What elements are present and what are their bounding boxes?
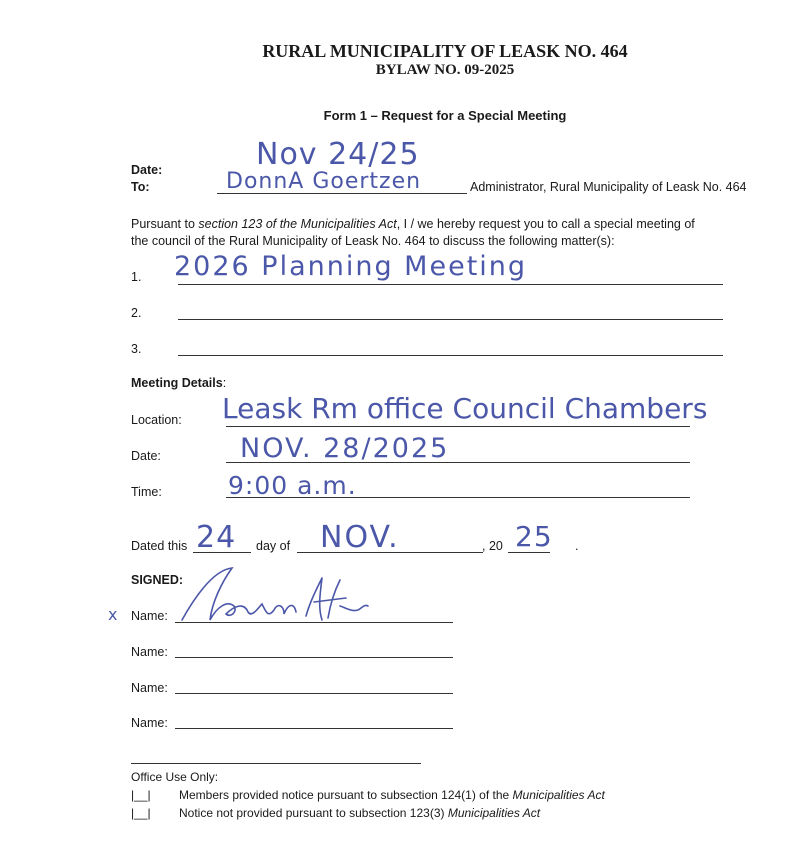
office-item-2-act: Municipalities Act	[447, 806, 541, 820]
to-underline	[217, 193, 467, 194]
handwritten-time: 9:00 a.m.	[228, 471, 357, 500]
to-suffix: Administrator, Rural Municipality of Leask No. 464	[470, 180, 747, 194]
handwritten-month: NOV.	[320, 520, 400, 555]
to-label: To:	[131, 180, 150, 194]
matter-number-3: 3.	[131, 342, 142, 356]
meeting-details-colon: :	[222, 376, 227, 390]
handwritten-meeting-date: NOV. 28/2025	[240, 433, 450, 464]
name-label-3: Name:	[131, 681, 168, 695]
office-use-heading: Office Use Only:	[131, 770, 219, 784]
matter-line-2	[178, 319, 723, 320]
month-line	[297, 552, 483, 553]
bylaw-number: BYLAW NO. 09-2025	[375, 62, 515, 78]
office-item-1-text: Members provided notice pursuant to subsection 124(1) of the	[179, 788, 513, 802]
handwritten-matter-1: 2026 Planning Meeting	[174, 251, 528, 282]
year-line	[508, 552, 550, 553]
form-title: Form 1 – Request for a Special Meeting	[323, 108, 567, 123]
office-item-1	[179, 788, 605, 802]
pursuant-text-3: of the	[262, 217, 301, 231]
office-checkbox-2[interactable]: |__|	[131, 806, 151, 820]
pursuant-act: Municipalities Act	[300, 217, 397, 231]
matter-number-2: 2.	[131, 306, 142, 320]
name-label-4: Name:	[131, 716, 168, 730]
office-item-1-act: Municipalities Act	[512, 788, 605, 802]
meeting-date-label: Date:	[131, 449, 161, 463]
date-label: Date:	[131, 163, 163, 177]
pursuant-section: section 123	[198, 217, 263, 231]
municipality-title: RURAL MUNICIPALITY OF LEASK NO. 464	[262, 41, 628, 61]
name-label-1: Name:	[131, 609, 168, 623]
office-item-2	[179, 806, 540, 820]
name-line-3	[175, 693, 453, 694]
handwritten-year: 25	[515, 520, 553, 553]
time-line	[226, 497, 690, 498]
time-label: Time:	[131, 485, 162, 499]
office-item-2-text: Notice not provided pursuant to subsection 123(3)	[179, 806, 448, 820]
meeting-date-line	[226, 462, 690, 463]
meeting-details-heading	[131, 376, 226, 390]
signed-heading: SIGNED:	[131, 573, 184, 587]
handwritten-day: 24	[196, 520, 237, 555]
handwritten-location: Leask Rm office Council Chambers	[222, 392, 708, 425]
matter-line-3	[178, 355, 723, 356]
year-prefix: , 20	[482, 539, 503, 553]
handwritten-administrator-name: DonnA Goertzen	[226, 169, 422, 194]
pursuant-text-1: Pursuant to	[131, 217, 199, 231]
handwritten-check-mark: x	[108, 605, 119, 624]
matter-number-1: 1.	[131, 270, 142, 284]
day-line	[193, 552, 251, 553]
pursuant-line-1	[131, 216, 695, 233]
location-label: Location:	[131, 413, 182, 427]
dated-period: .	[575, 539, 579, 553]
name-label-2: Name:	[131, 645, 168, 659]
name-line-1	[175, 622, 453, 623]
office-divider	[131, 763, 421, 764]
day-of-label: day of	[256, 539, 291, 553]
meeting-details-label: Meeting Details	[131, 376, 223, 390]
matter-line-1	[178, 284, 723, 285]
signature-image	[172, 562, 372, 626]
pursuant-text-5: , I / we hereby request you to call a special meeting of	[396, 217, 695, 231]
office-checkbox-1[interactable]: |__|	[131, 788, 151, 802]
pursuant-line-2: the council of the Rural Municipality of Leask No. 464 to discuss the following matter(s):	[131, 234, 615, 248]
location-line	[226, 426, 690, 427]
handwritten-date: Nov 24/25	[256, 137, 420, 172]
dated-this-label: Dated this	[131, 539, 188, 553]
name-line-4	[175, 728, 453, 729]
name-line-2	[175, 657, 453, 658]
